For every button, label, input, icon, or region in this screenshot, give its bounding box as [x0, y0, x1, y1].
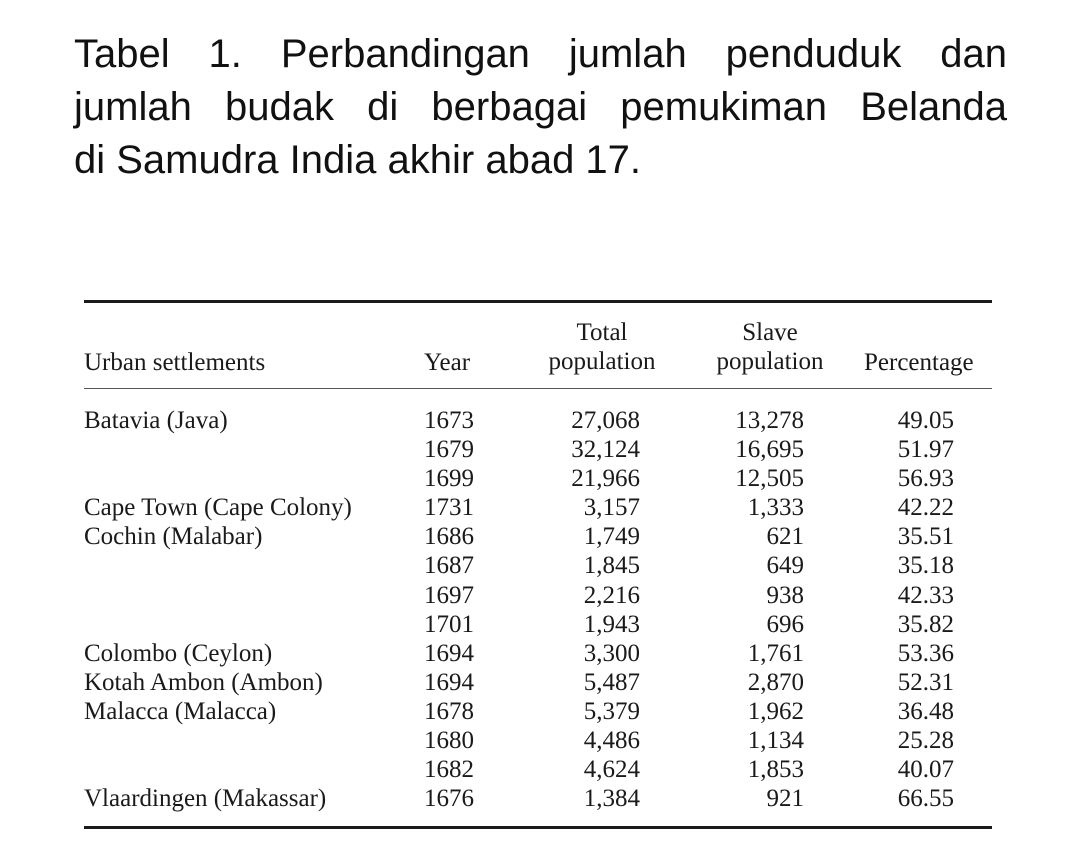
cell-year: 1678 — [424, 697, 474, 725]
cell-percentage: 51.97 — [897, 436, 954, 464]
cell-slave-population: 649 — [766, 552, 804, 580]
cell-total-population: 27,068 — [571, 407, 640, 434]
cell-total-population: 3,300 — [583, 639, 640, 667]
cell-total-population: 1,845 — [583, 552, 640, 580]
cell-slave-population: 12,505 — [735, 465, 804, 493]
table-row — [84, 726, 992, 755]
cell-percentage: 42.22 — [897, 494, 954, 522]
table-row — [84, 435, 992, 464]
cell-percentage: 66.55 — [897, 785, 954, 813]
cell-total-population: 4,624 — [583, 756, 640, 784]
cell-slave-population: 1,134 — [747, 727, 804, 755]
cell-slave-population: 621 — [766, 523, 804, 551]
header-slave-line-2: population — [716, 348, 824, 375]
cell-percentage: 53.36 — [897, 639, 954, 667]
header-total-line-1: Total — [576, 319, 628, 346]
cell-settlement: Vlaardingen (Makassar) — [84, 785, 327, 813]
cell-slave-population: 1,962 — [747, 697, 804, 725]
cell-total-population: 2,216 — [583, 581, 640, 609]
cell-year: 1679 — [424, 436, 474, 464]
caption-line-3: di Samudra India akhir abad 17. — [74, 138, 642, 182]
cell-slave-population: 2,870 — [747, 668, 804, 696]
table-row — [84, 581, 992, 610]
table-row — [84, 406, 992, 435]
cell-percentage: 49.05 — [897, 407, 954, 434]
cell-year: 1673 — [424, 407, 474, 434]
table-header-rule — [84, 388, 992, 389]
cell-settlement: Kotah Ambon (Ambon) — [84, 668, 323, 696]
cell-slave-population: 13,278 — [735, 407, 804, 434]
cell-settlement: Cochin (Malabar) — [84, 523, 263, 551]
cell-settlement: Cape Town (Cape Colony) — [84, 494, 352, 522]
table-row — [84, 493, 992, 522]
cell-slave-population: 1,333 — [747, 494, 804, 522]
cell-percentage: 35.18 — [897, 552, 954, 580]
cell-total-population: 21,966 — [571, 465, 640, 493]
table-row — [84, 551, 992, 580]
cell-year: 1697 — [424, 581, 474, 609]
table-row — [84, 464, 992, 493]
cell-slave-population: 16,695 — [735, 436, 804, 464]
cell-year: 1687 — [424, 552, 474, 580]
cell-total-population: 1,943 — [583, 610, 640, 638]
cell-year: 1694 — [424, 668, 474, 696]
header-urban-settlements: Urban settlements — [84, 349, 266, 376]
header-total-population — [542, 318, 662, 376]
cell-percentage: 35.51 — [897, 523, 954, 551]
cell-year: 1676 — [424, 785, 474, 813]
cell-total-population: 5,379 — [583, 697, 640, 725]
table-bottom-rule — [84, 826, 992, 829]
cell-year: 1731 — [424, 494, 474, 522]
table-row — [84, 755, 992, 784]
cell-slave-population: 696 — [766, 610, 804, 638]
table-caption — [74, 28, 1014, 187]
cell-percentage: 40.07 — [897, 756, 954, 784]
cell-slave-population: 938 — [766, 581, 804, 609]
cell-percentage: 25.28 — [897, 727, 954, 755]
table-body — [84, 406, 992, 813]
caption-line-1: Tabel 1. Perbandingan jumlah penduduk dan — [74, 32, 1007, 76]
cell-year: 1686 — [424, 523, 474, 551]
cell-settlement: Colombo (Ceylon) — [84, 639, 273, 667]
caption-line-2: jumlah budak di berbagai pemukiman Belanda — [74, 85, 1007, 129]
cell-slave-population: 1,761 — [747, 639, 804, 667]
cell-total-population: 1,749 — [583, 523, 640, 551]
table-top-rule — [84, 300, 992, 303]
cell-slave-population: 921 — [766, 785, 804, 813]
table-row — [84, 610, 992, 639]
cell-total-population: 5,487 — [583, 668, 640, 696]
table-row — [84, 639, 992, 668]
cell-percentage: 42.33 — [897, 581, 954, 609]
table-row — [84, 668, 992, 697]
cell-year: 1682 — [424, 756, 474, 784]
table-row — [84, 784, 992, 813]
cell-slave-population: 1,853 — [747, 756, 804, 784]
cell-total-population: 1,384 — [583, 785, 640, 813]
cell-settlement: Batavia (Java) — [84, 407, 228, 434]
header-slave-line-1: Slave — [742, 319, 798, 346]
header-total-line-2: population — [548, 348, 656, 375]
cell-total-population: 3,157 — [583, 494, 640, 522]
cell-year: 1701 — [424, 610, 474, 638]
cell-percentage: 52.31 — [897, 668, 954, 696]
header-year: Year — [424, 349, 471, 376]
cell-settlement: Malacca (Malacca) — [84, 697, 277, 725]
cell-year: 1699 — [424, 465, 474, 493]
header-percentage: Percentage — [864, 349, 974, 376]
cell-percentage: 56.93 — [897, 465, 954, 493]
cell-year: 1694 — [424, 639, 474, 667]
cell-percentage: 36.48 — [897, 697, 954, 725]
cell-percentage: 35.82 — [897, 610, 954, 638]
cell-year: 1680 — [424, 727, 474, 755]
table-row — [84, 697, 992, 726]
header-slave-population — [708, 318, 832, 376]
cell-total-population: 32,124 — [571, 436, 640, 464]
cell-total-population: 4,486 — [583, 727, 640, 755]
table-row — [84, 522, 992, 551]
